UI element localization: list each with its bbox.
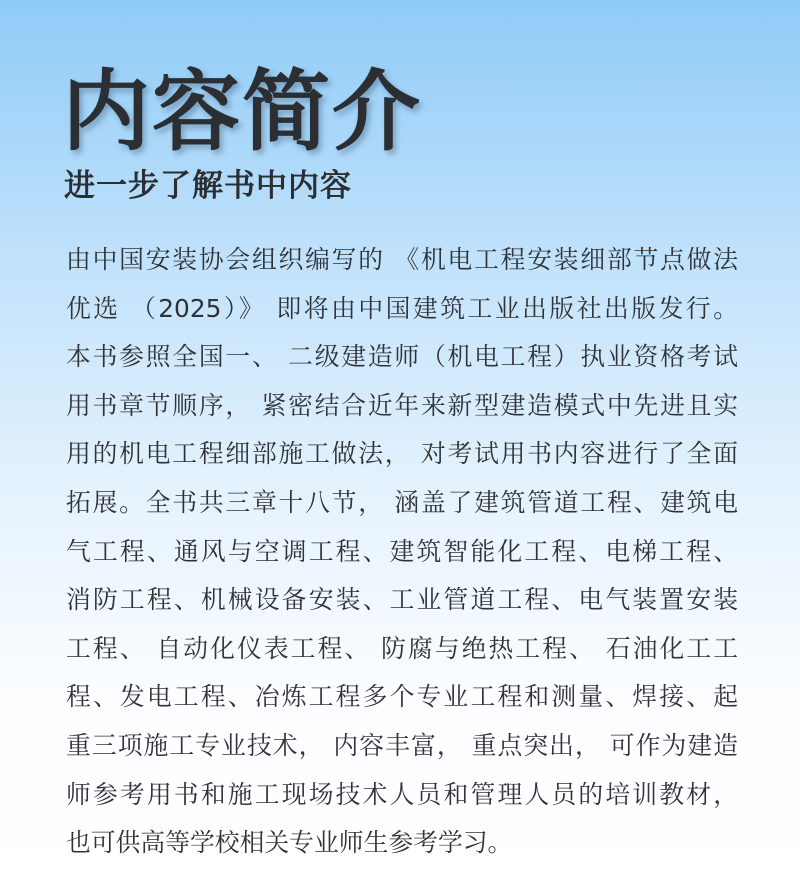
paragraph-line: 用书章节顺序， 紧密结合近年来新型建造模式中先进且实 (66, 390, 738, 420)
paragraph-line: 师参考用书和施工现场技术人员和管理人员的培训教材， (66, 779, 738, 809)
paragraph-line: 工程、 自动化仪表工程、 防腐与绝热工程、 石油化工工 (66, 633, 738, 663)
paragraph-line: 由中国安装协会组织编写的 《机电工程安装细部节点做法 (66, 245, 738, 274)
paragraph-line: 程、发电工程、冶炼工程多个专业工程和测量、焊接、起 (66, 682, 738, 712)
paragraph-line: 用的机电工程细部施工做法， 对考试用书内容进行了全面 (66, 439, 738, 469)
paragraph-line: 本书参照全国一、 二级建造师（机电工程）执业资格考试 (66, 342, 738, 372)
paragraph-line: 重三项施工专业技术， 内容丰富， 重点突出， 可作为建造 (66, 730, 738, 760)
paragraph-line: 优选 （2025）》 即将由中国建筑工业出版社出版发行。 (66, 293, 738, 323)
paragraph-line: 拓展。全书共三章十八节， 涵盖了建筑管道工程、建筑电 (66, 487, 738, 517)
paragraph-line: 气工程、通风与空调工程、建筑智能化工程、电梯工程、 (66, 536, 738, 566)
paragraph-line: 也可供高等学校相关专业师生参考学习。 (66, 828, 513, 858)
paragraph-line: 消防工程、机械设备安装、工业管道工程、电气装置安装 (66, 585, 738, 615)
page-title: 内容简介 (62, 60, 423, 163)
intro-paragraph (66, 240, 738, 872)
page-subtitle: 进一步了解书中内容 (64, 168, 352, 204)
